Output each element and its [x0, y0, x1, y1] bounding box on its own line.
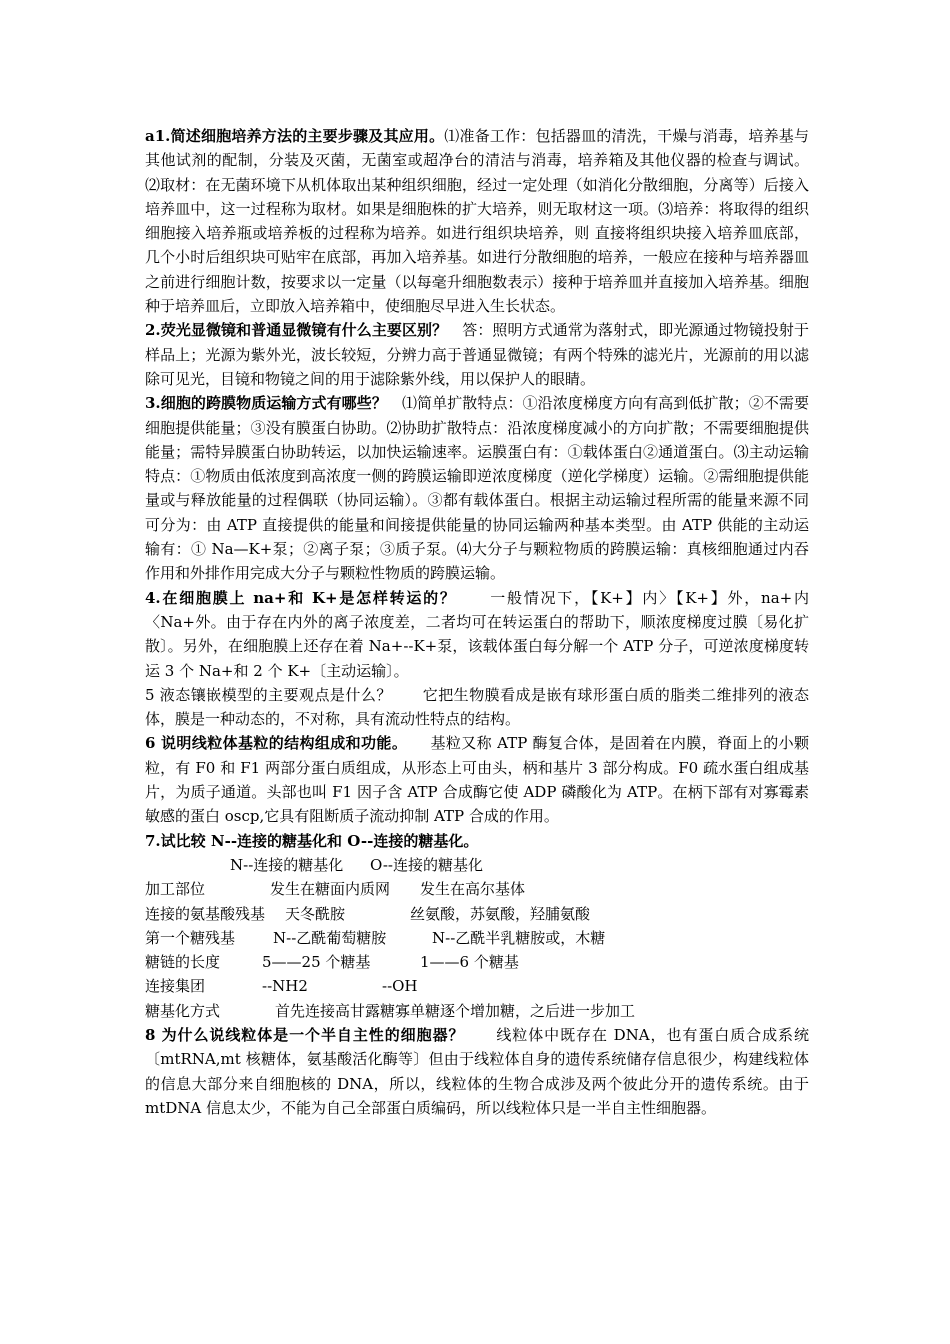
row-n-value: 天冬酰胺	[285, 904, 346, 923]
section-8	[145, 1023, 809, 1120]
section-3	[145, 391, 809, 585]
document-page	[145, 124, 809, 1120]
row-label: 加工部位	[145, 880, 206, 899]
row-o-value: N--乙酰半乳糖胺或，木糖	[432, 928, 606, 947]
comparison-row	[145, 974, 809, 998]
row-n-value: 发生在糖面内质网	[270, 880, 391, 899]
section-2	[145, 318, 809, 391]
row-label: 连接集团	[145, 977, 206, 996]
question-1: a1.简述细胞培养方法的主要步骤及其应用。	[145, 127, 445, 145]
question-6: 6 说明线粒体基粒的结构组成和功能。	[145, 734, 400, 753]
header-cell-n: N--连接的糖基化	[230, 855, 344, 874]
comparison-row	[145, 902, 809, 926]
question-5: 5 液态镶嵌模型的主要观点是什么？	[145, 685, 392, 704]
section-1	[145, 124, 809, 318]
row-o-value: --OH	[382, 977, 418, 996]
answer-2: 答：照明方式通常为落射式，即光源通过物镜投射于样品上；光源为紫外光，波长较短，分辨力高于普通显微镜；有两个特殊的滤光片，光源前的用以滤除可见光，目镜和物镜之间的用于滤除紫外线，用以保护人的眼睛。	[145, 321, 809, 388]
section-5	[145, 683, 809, 732]
header-cell-o: O--连接的糖基化	[370, 855, 483, 874]
answer-8: 线粒体中既存在 DNA，也有蛋白质合成系统〔mtRNA,mt 核糖体，氨基酸活化酶等〕但由于线粒体自身的遗传系统储存信息很少，构建线粒体的信息大部分来自细胞核的 DNA，所以，线粒体的生物合成涉及两个彼此分开的遗传系统。由于 mtDNA 信息太少，不能为自己全部蛋白质编码，所以线粒体只是一半自主性细胞器。	[145, 1025, 809, 1117]
section-6	[145, 731, 809, 828]
section-4	[145, 586, 809, 683]
answer-5: 它把生物膜看成是嵌有球形蛋白质的脂类二维排列的液态体，膜是一种动态的，不对称，具有流动性特点的结构。	[145, 685, 809, 729]
question-4: 4.在细胞膜上 na+和 K+是怎样转运的？	[145, 588, 457, 607]
answer-3: ⑴简单扩散特点：①沿浓度梯度方向有高到低扩散；②不需要细胞提供能量；③没有膜蛋白协助。⑵协助扩散特点：沿浓度梯度减小的方向扩散；不需要细胞提供能量；需特异膜蛋白协助转运，以加快运输速率。运膜蛋白有：①载体蛋白②通道蛋白。⑶主动运输特点：①物质由低浓度到高浓度一侧的跨膜运输即逆浓度梯度（逆化学梯度）运输。②需细胞提供能量或与释放能量的过程偶联（协同运输）。③都有载体蛋白。根据主动运输过程所需的能量来源不同可分为：由 ATP 直接提供的能量和间接提供能量的协同运输两种基本类型。由 ATP 供能的主动运输有：① Na—K+泵；②离子泵；③质子泵。⑷大分子与颗粒物质的跨膜运输：真核细胞通过内吞作用和外排作用完成大分子与颗粒性物质的跨膜运输。	[145, 394, 809, 583]
row-label: 糖基化方式	[145, 1001, 221, 1020]
answer-4: 一般情况下，【K+】内〉【K+】外，na+内〈Na+外。由于存在内外的离子浓度差，二者均可在转运蛋白的帮助下，顺浓度梯度过膜〔易化扩散〕。另外，在细胞膜上还存在着 Na+--K+泵，该载体蛋白每分解一个 ATP 分子，可逆浓度梯度转运 3 个 Na+和 2 个 K+〔主动运输〕。	[145, 588, 809, 680]
row-label: 糖链的长度	[145, 953, 221, 972]
question-7: 7.试比较 N--连接的糖基化和 O--连接的糖基化。	[145, 831, 479, 850]
row-o-value: 丝氨酸，苏氨酸，羟脯氨酸	[410, 904, 591, 923]
row-n-value: N--乙酰葡萄糖胺	[273, 928, 387, 947]
answer-6: 基粒又称 ATP 酶复合体，是固着在内膜，脊面上的小颗粒，有 F0 和 F1 两部分蛋白质组成，从形态上可由头，柄和基片 3 部分构成。F0 疏水蛋白组成基片，为质子通道。头部也叫 F1 因子含 ATP 合成酶它使 ADP 磷酸化为 ATP。在柄下部有对寡霉素敏感的蛋白 oscp,它具有阻断质子流动抑制 ATP 合成的作用。	[145, 734, 809, 826]
comparison-row	[145, 926, 809, 950]
answer-1: ⑴准备工作：包括器皿的清洗，干燥与消毒，培养基与其他试剂的配制，分装及灭菌，无菌室或超净台的清洁与消毒，培养箱及其他仪器的检查与调试。 ⑵取材：在无菌环境下从机体取出某种组织细胞，经过一定处理（如消化分散细胞，分离等）后接入培养皿中，这一过程称为取材。如果是细胞株的扩大培养，则无取材这一项。⑶培养：将取得的组织细胞接入培养瓶或培养板的过程称为培养。如进行组织块培养，则 直接将组织块接入培养皿底部，几个小时后组织块可贴牢在底部，再加入培养基。如进行分散细胞的培养，一般应在接种与培养器皿之前进行细胞计数，按要求以一定量（以每毫升细胞数表示）接种于培养皿并直接加入培养基。细胞种于培养皿后，立即放入培养箱中，使细胞尽早进入生长状态。	[145, 127, 809, 316]
section-7	[145, 829, 809, 853]
row-o-value: 发生在高尔基体	[420, 880, 526, 899]
question-2: 2.荧光显微镜和普通显微镜有什么主要区别？	[145, 321, 448, 340]
comparison-row	[145, 999, 809, 1023]
row-n-value: 5——25 个糖基	[262, 953, 371, 972]
question-8: 8 为什么说线粒体是一个半自主性的细胞器？	[145, 1025, 465, 1044]
question-3: 3.细胞的跨膜物质运输方式有哪些？	[145, 394, 387, 413]
row-o-value: 1——6 个糖基	[420, 953, 519, 972]
comparison-row	[145, 950, 809, 974]
comparison-header	[145, 853, 809, 877]
comparison-table	[145, 853, 809, 1023]
row-label: 第一个糖残基	[145, 928, 236, 947]
comparison-row	[145, 877, 809, 901]
row-n-value: 首先连接高甘露糖寡单糖逐个增加糖，之后进一步加工	[275, 1001, 636, 1020]
row-n-value: --NH2	[262, 977, 308, 996]
row-label: 连接的氨基酸残基	[145, 904, 266, 923]
